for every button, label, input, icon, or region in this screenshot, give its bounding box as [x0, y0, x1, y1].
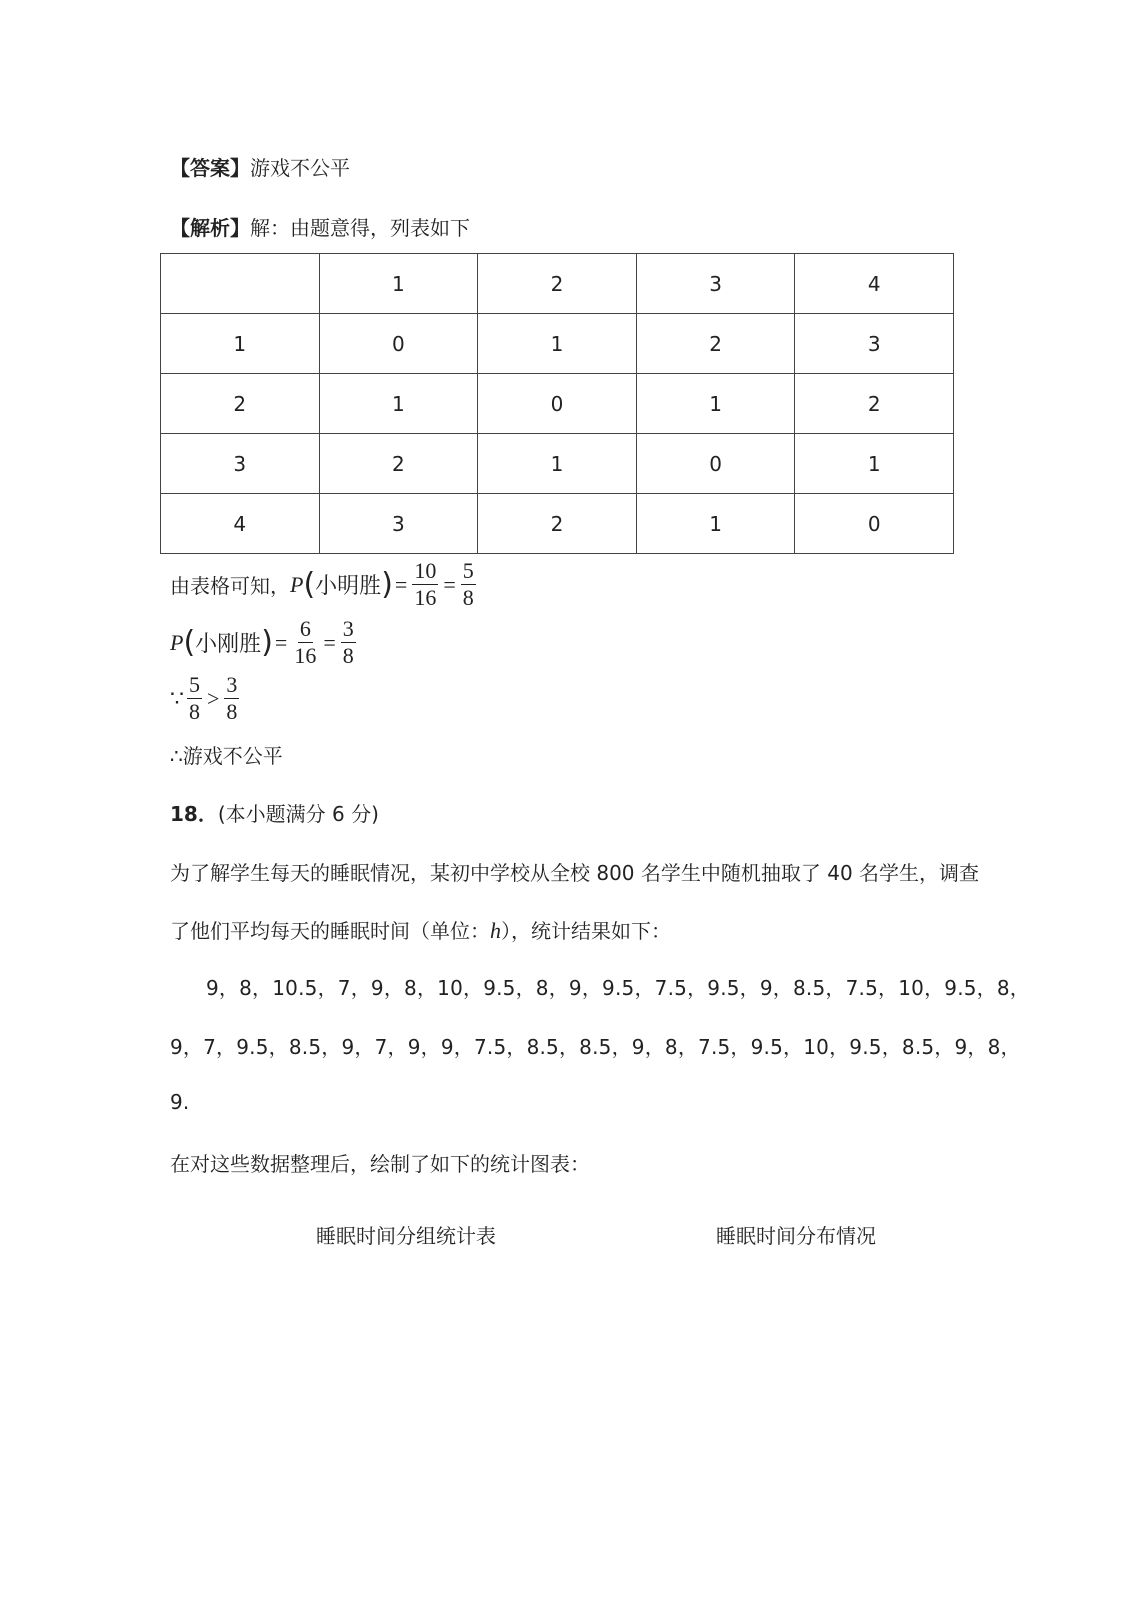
table-cell: 2 [161, 374, 320, 434]
prob-symbol: P [290, 571, 304, 597]
equals-sign: = [274, 629, 288, 655]
table-cell: 1 [636, 494, 795, 554]
table-cell: 3 [795, 314, 954, 374]
event-name: 小明胜 [315, 573, 382, 598]
question-text-3: 在对这些数据整理后，绘制了如下的统计图表： [170, 1152, 590, 1176]
question-score: (本小题满分 6 分) [217, 802, 379, 826]
table-cell: 2 [478, 254, 637, 314]
fraction [341, 616, 356, 669]
probability-xiaogang [170, 616, 359, 669]
analysis-text: 解：由题意得，列表如下 [250, 216, 470, 240]
denominator: 8 [189, 699, 200, 724]
event-name: 小刚胜 [195, 631, 262, 656]
answer-text: 游戏不公平 [250, 156, 350, 180]
fraction [292, 616, 318, 669]
table-cell: 0 [478, 374, 637, 434]
fraction [224, 672, 239, 725]
table-cell: 1 [161, 314, 320, 374]
analysis-label: 【解析】 [170, 216, 250, 240]
table-cell: 2 [319, 434, 478, 494]
table-cell: 0 [319, 314, 478, 374]
denominator: 16 [294, 643, 317, 668]
table-cell [161, 254, 320, 314]
table-cell: 1 [319, 254, 478, 314]
table-cell: 1 [319, 374, 478, 434]
answer-label: 【答案】 [170, 156, 250, 180]
table-cell: 3 [319, 494, 478, 554]
table-cell: 3 [636, 254, 795, 314]
data-line-3: 9. [170, 1090, 190, 1114]
question-18-header [170, 798, 379, 827]
numerator: 5 [462, 558, 474, 583]
table-caption: 睡眠时间分组统计表 [316, 1224, 496, 1248]
table-row [161, 314, 954, 374]
table-cell: 1 [478, 314, 637, 374]
numerator: 3 [342, 616, 354, 641]
fraction [187, 672, 202, 725]
denominator: 8 [226, 699, 238, 724]
table-row [161, 494, 954, 554]
table-row [161, 434, 954, 494]
numerator: 3 [226, 672, 238, 697]
table-cell: 2 [795, 374, 954, 434]
prob-symbol: P [170, 629, 184, 655]
table-cell: 0 [795, 494, 954, 554]
numerator: 5 [189, 672, 200, 697]
question-text-2b: ），统计结果如下： [501, 919, 671, 943]
denominator: 8 [342, 643, 354, 668]
equals-sign: = [443, 571, 456, 597]
right-paren: ) [381, 567, 393, 602]
data-line-1: 9，8，10.5，7，9，8，10，9.5，8，9，9.5，7.5，9.5，9，8.5，7.5，10，9.5，8， [206, 976, 1030, 1000]
comparison-line [170, 672, 242, 725]
table-cell: 4 [795, 254, 954, 314]
equals-sign: = [394, 571, 408, 597]
question-text-1: 为了解学生每天的睡眠情况，某初中学校从全校 800 名学生中随机抽取了 40 名学生，调查 [170, 861, 980, 885]
table-cell: 1 [478, 434, 637, 494]
table-cell: 1 [795, 434, 954, 494]
question-text-2 [170, 915, 671, 944]
left-paren: ( [303, 567, 316, 602]
data-line-2: 9，7，9.5，8.5，9，7，9，9，7.5，8.5，8.5，9，8，7.5，9.5，10，9.5，8.5，9，8， [170, 1035, 1021, 1059]
analysis-line [170, 212, 470, 241]
greater-than-sign: > [207, 685, 220, 711]
numerator: 6 [299, 616, 311, 641]
intro-text: 由表格可知， [170, 574, 290, 598]
fraction [412, 558, 438, 611]
unit-symbol: h [490, 918, 501, 943]
denominator: 8 [462, 585, 474, 610]
equals-sign: = [323, 629, 336, 655]
difference-table [160, 253, 954, 554]
table-cell: 1 [636, 374, 795, 434]
table-cell: 2 [478, 494, 637, 554]
question-number: 18． [170, 802, 218, 826]
conclusion-line: ∴游戏不公平 [170, 744, 283, 768]
numerator: 10 [414, 558, 437, 583]
fraction [461, 558, 476, 611]
table-cell: 0 [636, 434, 795, 494]
answer-line [170, 152, 350, 181]
table-cell: 2 [636, 314, 795, 374]
chart-caption: 睡眠时间分布情况 [716, 1224, 876, 1248]
table-header-row [161, 254, 954, 314]
right-paren: ) [261, 625, 273, 660]
question-text-2a: 了他们平均每天的睡眠时间（单位： [170, 919, 490, 943]
because-symbol: ∵ [170, 685, 184, 711]
table-row [161, 374, 954, 434]
probability-xiaoming [170, 558, 479, 611]
left-paren: ( [183, 625, 196, 660]
denominator: 16 [414, 585, 437, 610]
table-cell: 4 [161, 494, 320, 554]
table-cell: 3 [161, 434, 320, 494]
